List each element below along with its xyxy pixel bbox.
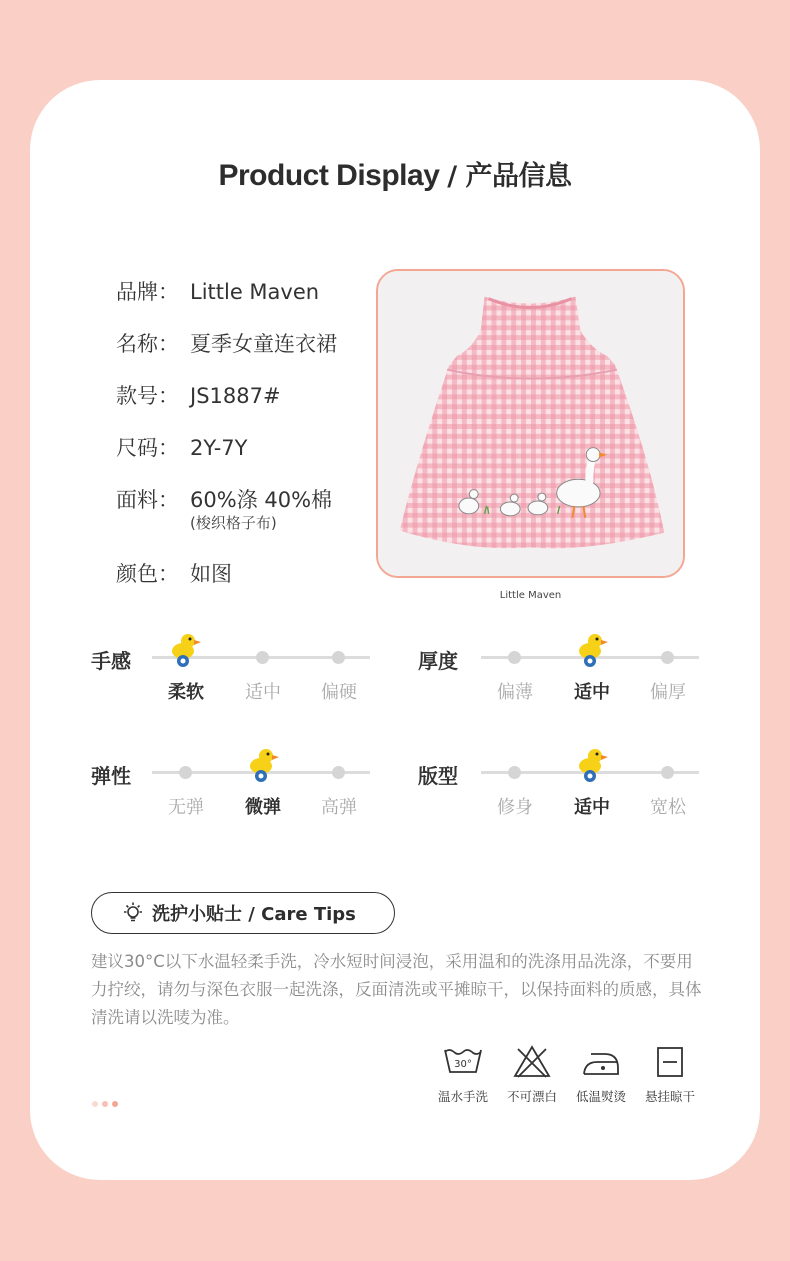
title-cn: / 产品信息 [447,161,572,192]
care-label: 温水手洗 [437,1089,488,1104]
scale-label-feel: 手感 [91,649,131,673]
care-low-iron [565,1044,637,1105]
spec-name: 名称： 夏季女童连衣裙 [116,332,337,356]
scale-option: 适中 [245,682,281,703]
scale-dot [332,651,345,664]
spec-brand: 品牌： Little Maven [116,280,320,304]
spec-brand-value: Little Maven [190,280,320,304]
scale-dot [256,651,269,664]
dress-image [378,271,683,576]
spec-name-value: 夏季女童连衣裙 [190,332,337,356]
duck-marker-icon [575,632,609,668]
scale-label-fit: 版型 [418,764,458,788]
page-dot [102,1101,108,1107]
spec-color: 颜色： 如图 [116,562,232,586]
duck-marker-icon [168,632,202,668]
care-hand-wash [427,1044,499,1105]
care-tips-heading [91,892,395,934]
spec-fabric: 面料： 60%涤 40%棉 [116,488,333,512]
spec-fabric-note: (梭织格子布) [190,514,277,532]
scale-label-thickness: 厚度 [418,649,458,673]
photo-caption: Little Maven [499,590,562,601]
care-hang-dry [634,1044,706,1105]
scale-dot [332,766,345,779]
page-title [0,154,790,193]
care-tips-title: 洗护小贴士 / Care Tips [152,904,356,925]
scale-option: 适中 [574,682,610,703]
scale-option: 高弹 [321,797,357,818]
duck-marker-icon [575,747,609,783]
page-dot [92,1101,98,1107]
scale-label-elasticity: 弹性 [91,764,131,788]
scale-option: 无弹 [168,797,204,818]
hand-wash-30-icon [443,1044,483,1080]
spec-style-no-value: JS1887# [190,384,281,408]
care-no-bleach [496,1044,568,1105]
scale-option: 微弹 [245,797,281,818]
scale-option: 修身 [497,797,533,818]
spec-size: 尺码： 2Y-7Y [116,436,248,460]
scale-dot [661,766,674,779]
care-label: 不可漂白 [506,1089,557,1104]
care-tips-text: 建议30°C以下水温轻柔手洗，冷水短时间浸泡，采用温和的洗涤用品洗涤，不要用力拧绞，请勿与深色衣服一起洗涤，反面清洗或平摊晾干，以保持面料的质感，具体清洗请以洗唛为准。 [91,952,702,1027]
care-label: 悬挂晾干 [644,1089,695,1104]
scale-dot [508,766,521,779]
hang-dry-icon [650,1044,690,1080]
scale-option: 偏薄 [497,682,533,703]
lightbulb-icon [120,900,146,926]
spec-size-value: 2Y-7Y [190,436,248,460]
care-label: 低温熨烫 [575,1089,626,1104]
scale-option: 宽松 [650,797,686,818]
product-photo [376,269,685,578]
no-bleach-icon [512,1044,552,1080]
spec-color-value: 如图 [190,562,232,586]
title-en: Product Display [218,159,440,192]
spec-fabric-value: 60%涤 40%棉 [190,488,333,512]
scale-dot [508,651,521,664]
duck-marker-icon [246,747,280,783]
scale-dot [661,651,674,664]
scale-option: 适中 [574,797,610,818]
scale-dot [179,766,192,779]
scale-option: 偏厚 [650,682,686,703]
low-iron-icon [581,1044,621,1080]
svg-text:30°: 30° [454,1059,472,1070]
page-indicator [92,1092,122,1111]
page-dot [112,1101,118,1107]
scale-option: 偏硬 [321,682,357,703]
spec-style-no: 款号： JS1887# [116,384,281,408]
scale-option: 柔软 [168,682,204,703]
